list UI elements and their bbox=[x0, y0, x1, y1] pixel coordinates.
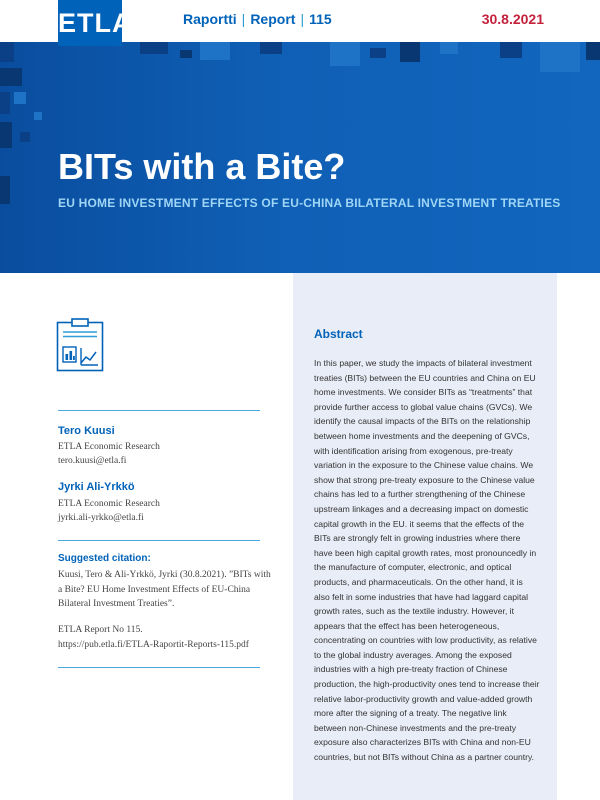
report-number: 115 bbox=[309, 11, 332, 27]
author-email[interactable]: tero.kuusi@etla.fi bbox=[58, 456, 127, 466]
divider bbox=[58, 410, 260, 411]
pixel-tile bbox=[440, 42, 458, 54]
author-name: Tero Kuusi bbox=[58, 425, 115, 437]
pixel-tile bbox=[140, 42, 168, 54]
pixel-tile bbox=[180, 50, 192, 58]
series-en: Report bbox=[250, 11, 296, 27]
hero-banner bbox=[0, 42, 600, 273]
divider bbox=[58, 540, 260, 541]
author-affiliation: ETLA Economic Research bbox=[58, 499, 160, 509]
etla-logo[interactable]: ETLA bbox=[58, 0, 122, 46]
publication-date: 30.8.2021 bbox=[481, 11, 544, 27]
pixel-tile bbox=[0, 176, 10, 204]
pixel-tile bbox=[370, 48, 386, 58]
author-affiliation: ETLA Economic Research bbox=[58, 442, 160, 452]
pixel-tile bbox=[20, 132, 30, 142]
pixel-tile bbox=[400, 42, 420, 62]
author-email[interactable]: jyrki.ali-yrkko@etla.fi bbox=[58, 513, 144, 523]
pixel-tile bbox=[0, 92, 10, 114]
citation-text: Kuusi, Tero & Ali-Yrkkö, Jyrki (30.8.2021). ”BITs with a Bite? EU Home Investment Effects of EU-China Bilateral Investment Treaties”. bbox=[58, 570, 271, 609]
pixel-tile bbox=[34, 112, 42, 120]
abstract-heading: Abstract bbox=[314, 327, 363, 341]
report-reference bbox=[58, 623, 273, 652]
pixel-tile bbox=[500, 42, 522, 58]
author-name: Jyrki Ali-Yrkkö bbox=[58, 481, 135, 493]
page-title: BITs with a Bite? bbox=[58, 146, 346, 187]
pixel-tile bbox=[540, 42, 580, 72]
divider bbox=[58, 667, 260, 668]
pixel-tile bbox=[586, 42, 600, 60]
report-series bbox=[183, 11, 332, 27]
page-subtitle: EU HOME INVESTMENT EFFECTS OF EU-CHINA BILATERAL INVESTMENT TREATIES bbox=[58, 196, 561, 210]
abstract-text: In this paper, we study the impacts of bilateral investment treaties (BITs) between the EU countries and China on EU home investments. We consider BITs as “treatments” that provide further access to global value chains (GVCs). We identify the causal impacts of the BITs on the relationship between home investments and the deepening of GVCs, with identification arising from exogenous, pre-treaty variation in the exposure to the Chinese value chains. We show that strong pre-treaty exposure to the Chinese value chains has led to a further strengthening of the Chinese upstream linkages and a decreasing impact on domestic capital growth in the EU. it seems that the effects of the BITs are strongly felt in growing industries where there have been high capital growth rates, most pronouncedly in the manufacture of computer, electronic, and optical products, and pharmaceuticals. On the other hand, it is also felt in some industries that have had laggard capital growth rates, such as the textile industry. However, it appears that the effect has been heterogeneous, concentrating on countries with low productivity, as relative to the global industry averages. Among the exposed industries with a high pre-treaty fraction of Chinese production, the high-productivity ones tend to increase their relative labor-productivity growth and value-added growth more after the signing of a treaty. The negative link between non-Chinese investments and the pre-treaty exposure also characterizes BITs with China and non-EU countries, but not BITs without China as a partner country. bbox=[314, 358, 540, 763]
report-url-link[interactable]: https://pub.etla.fi/ETLA-Raportit-Reports-115.pdf bbox=[58, 639, 249, 650]
pixel-tile bbox=[0, 122, 12, 148]
pixel-tile bbox=[14, 92, 26, 104]
series-fi: Raportti bbox=[183, 11, 237, 27]
report-chart-icon bbox=[56, 318, 104, 372]
pixel-tile bbox=[0, 42, 14, 62]
pixel-tile bbox=[200, 42, 230, 60]
pixel-tile bbox=[260, 42, 282, 54]
abstract-panel bbox=[293, 273, 557, 800]
report-number-line: ETLA Report No 115. bbox=[58, 625, 143, 635]
separator: | bbox=[241, 11, 246, 27]
citation-heading: Suggested citation: bbox=[58, 553, 151, 564]
pixel-tile bbox=[0, 68, 22, 86]
separator: | bbox=[300, 11, 305, 27]
pixel-tile bbox=[330, 42, 360, 66]
